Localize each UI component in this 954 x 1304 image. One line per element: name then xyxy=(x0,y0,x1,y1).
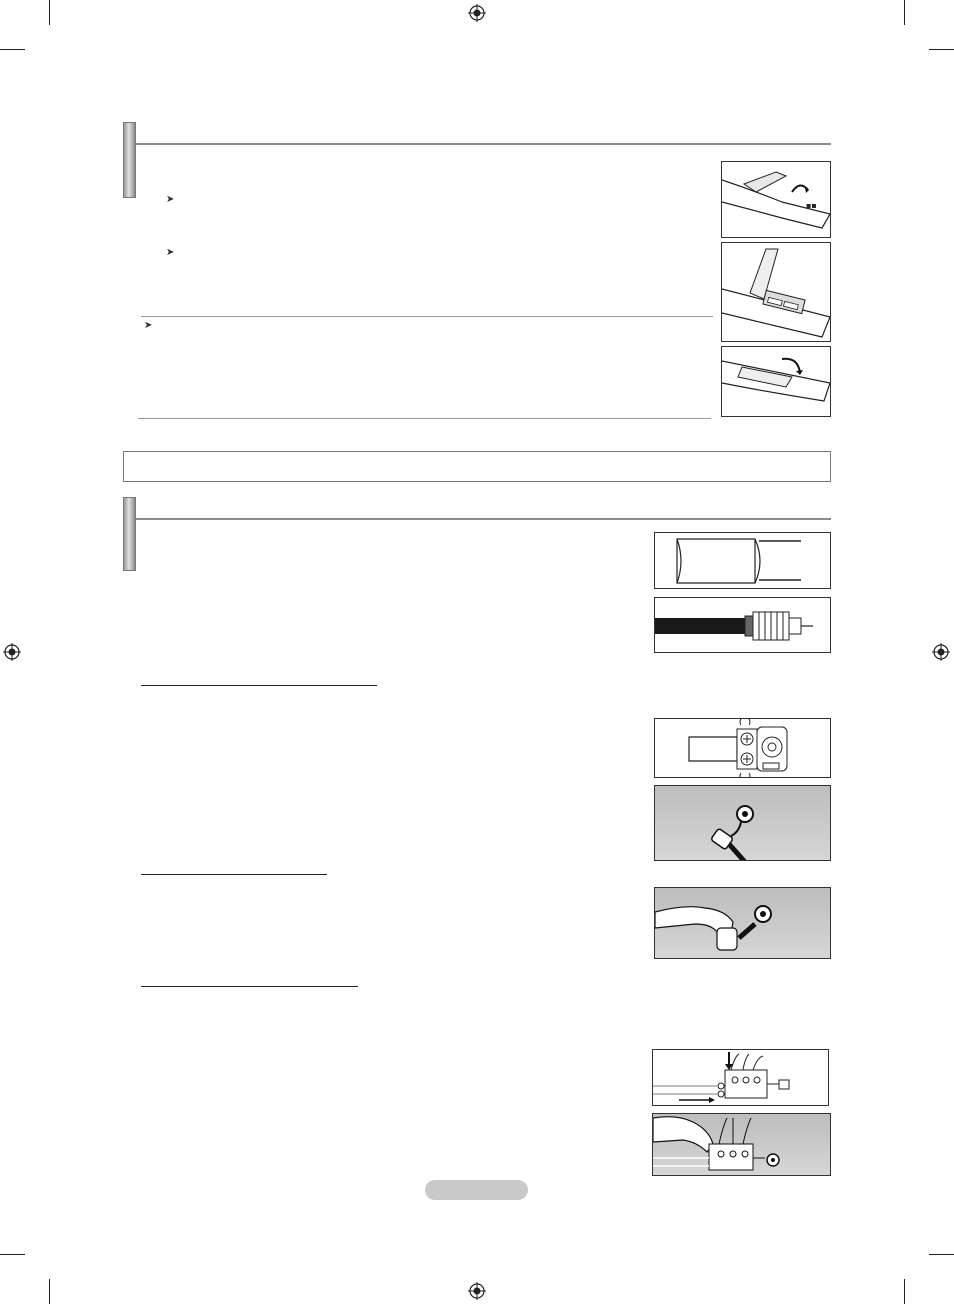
crop-mark xyxy=(929,1254,954,1255)
section-rule xyxy=(136,518,831,520)
section-banner-box xyxy=(123,451,831,482)
twin-lead-cable-illustration xyxy=(654,532,831,589)
remote-battery-compartment-illustration xyxy=(721,242,831,342)
subheading-underline xyxy=(141,874,327,875)
note-top-rule xyxy=(141,316,713,317)
arrow-bullet-icon: ➤ xyxy=(144,320,153,331)
crop-mark xyxy=(49,1279,50,1304)
registration-mark-icon xyxy=(468,4,486,22)
arrow-bullet-icon: ➤ xyxy=(166,194,175,205)
page-number-pill xyxy=(425,1180,528,1200)
subheading-underline xyxy=(141,986,358,987)
coaxial-cable-illustration xyxy=(654,597,831,653)
splitter-hand-connection-photo xyxy=(652,1113,831,1176)
splitter-diagram-illustration xyxy=(652,1049,829,1106)
subheading-underline xyxy=(141,685,377,686)
crop-mark xyxy=(0,1254,25,1255)
crop-mark xyxy=(904,0,905,25)
crop-mark xyxy=(49,0,50,25)
section-rule xyxy=(136,143,831,145)
hand-connecting-cable-photo xyxy=(654,887,831,959)
crop-mark xyxy=(929,49,954,50)
crop-mark xyxy=(0,49,25,50)
registration-mark-icon xyxy=(3,643,21,661)
remote-cover-open-illustration xyxy=(721,161,831,238)
arrow-bullet-icon: ➤ xyxy=(166,247,175,258)
antenna-adapter-screw-illustration xyxy=(654,718,831,778)
registration-mark-icon xyxy=(468,1282,486,1300)
section-marker xyxy=(123,122,136,198)
note-bottom-rule xyxy=(138,418,711,419)
remote-cover-close-illustration xyxy=(721,346,831,417)
crop-mark xyxy=(904,1279,905,1304)
cable-plug-connection-photo xyxy=(654,785,831,861)
registration-mark-icon xyxy=(932,643,950,661)
section-marker xyxy=(123,497,136,571)
svg-text:▪▪: ▪▪ xyxy=(806,201,817,210)
